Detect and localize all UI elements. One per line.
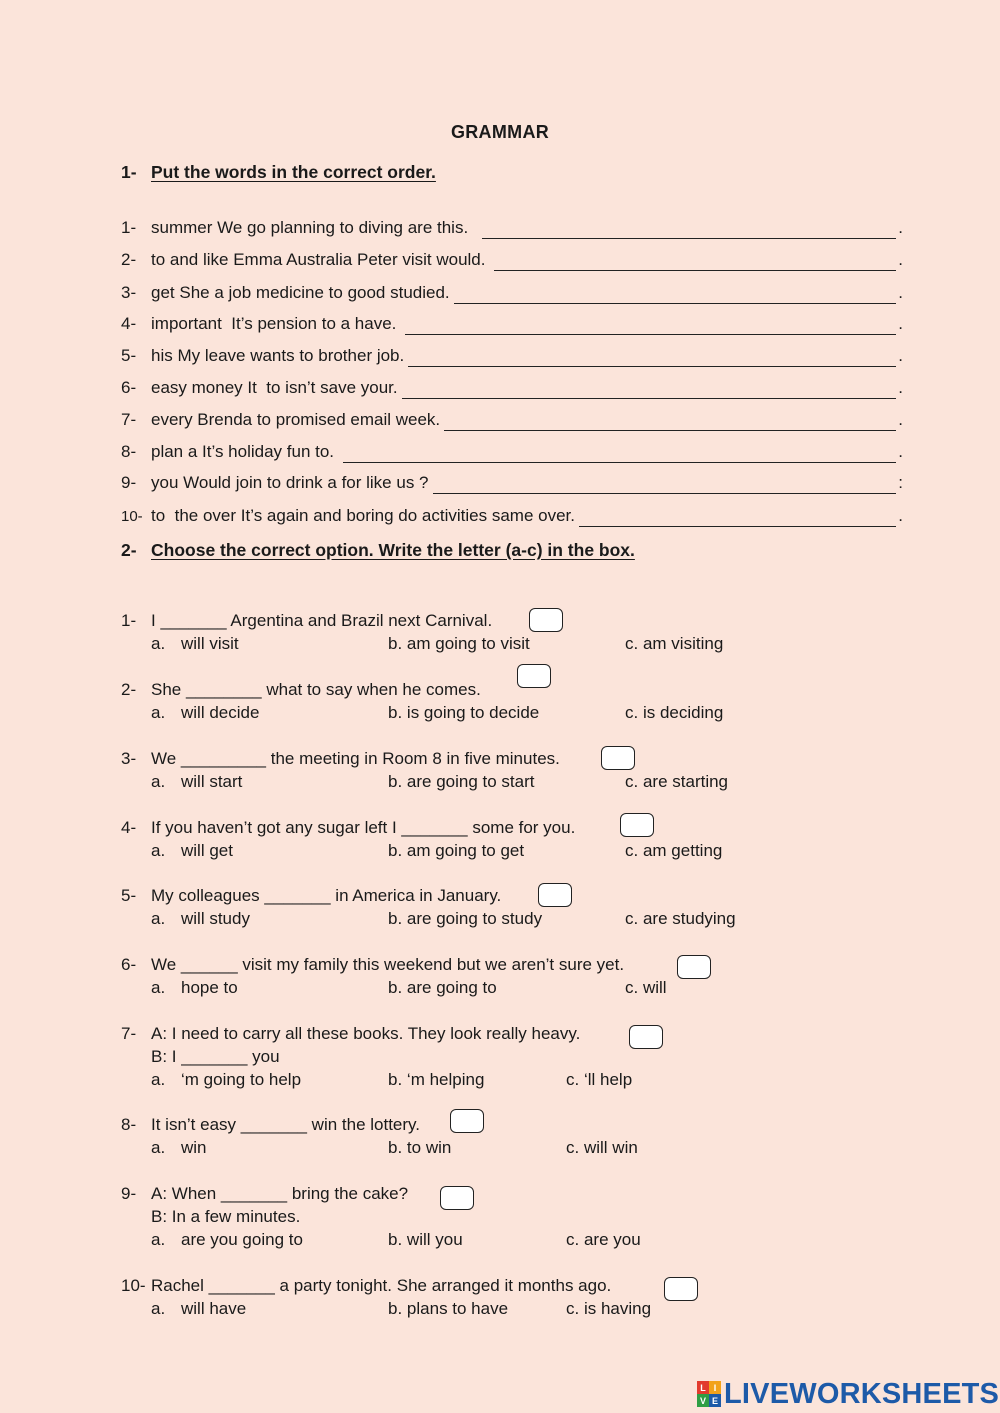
option-letter: c. bbox=[625, 909, 639, 928]
option-text: will decide bbox=[181, 703, 260, 722]
order-item bbox=[121, 346, 903, 370]
question-10 bbox=[121, 1276, 611, 1299]
option-letter: c. bbox=[566, 1299, 580, 1318]
option-letter: b. bbox=[388, 978, 403, 997]
question-text: B: I _______ you bbox=[151, 1047, 280, 1066]
option-a bbox=[151, 841, 233, 861]
option-text: are you going to bbox=[181, 1230, 303, 1249]
option-letter: c. bbox=[566, 1230, 580, 1249]
option-b bbox=[388, 634, 530, 654]
answer-line-input[interactable] bbox=[343, 444, 897, 463]
option-text: will have bbox=[181, 1299, 247, 1318]
option-letter: b. bbox=[388, 1230, 403, 1249]
sentence-end-mark: . bbox=[898, 250, 903, 269]
answer-box[interactable] bbox=[538, 883, 572, 907]
sentence-end-mark: . bbox=[898, 346, 903, 365]
question-3 bbox=[121, 749, 560, 772]
question-8 bbox=[121, 1115, 420, 1138]
option-c bbox=[625, 772, 728, 792]
option-b bbox=[388, 841, 524, 861]
question-text: She ________ what to say when he comes. bbox=[151, 680, 481, 699]
option-letter: c. bbox=[566, 1138, 580, 1157]
option-b bbox=[388, 1230, 463, 1250]
liveworksheets-logo bbox=[697, 1376, 999, 1412]
section2-heading bbox=[121, 540, 635, 561]
option-text: are going to bbox=[406, 978, 497, 997]
answer-box[interactable] bbox=[517, 664, 551, 688]
option-letter: b. bbox=[388, 703, 403, 722]
question-text: B: In a few minutes. bbox=[151, 1207, 301, 1226]
option-letter: a. bbox=[151, 634, 166, 653]
order-item bbox=[121, 378, 903, 402]
option-b bbox=[388, 772, 535, 792]
option-text: plans to have bbox=[406, 1299, 509, 1318]
option-a bbox=[151, 703, 259, 723]
option-letter: b. bbox=[388, 841, 403, 860]
question-7 bbox=[121, 1024, 580, 1070]
option-text: win bbox=[181, 1138, 207, 1157]
sentence-end-mark: . bbox=[898, 410, 903, 429]
option-letter: c. bbox=[625, 978, 639, 997]
question-text: A: I need to carry all these books. They look really heavy. bbox=[151, 1024, 581, 1043]
question-4 bbox=[121, 818, 575, 841]
order-item bbox=[121, 506, 903, 530]
option-text: ‘m helping bbox=[406, 1070, 485, 1089]
sentence-end-mark: : bbox=[898, 473, 903, 492]
option-letter: b. bbox=[388, 909, 403, 928]
section1-number: 1- bbox=[121, 162, 137, 182]
option-letter: b. bbox=[388, 1299, 403, 1318]
question-number: 5- bbox=[121, 886, 137, 905]
question-line bbox=[121, 1184, 408, 1207]
answer-line-input[interactable] bbox=[433, 475, 897, 494]
answer-box[interactable] bbox=[629, 1025, 663, 1049]
question-line bbox=[121, 1047, 580, 1070]
option-text: will you bbox=[406, 1230, 463, 1249]
sentence-end-mark: . bbox=[898, 218, 903, 237]
answer-line-input[interactable] bbox=[579, 508, 896, 527]
option-letter: a. bbox=[151, 909, 166, 928]
option-text: is having bbox=[583, 1299, 652, 1318]
question-2 bbox=[121, 680, 481, 703]
logo-wordmark: LIVEWORKSHEETS bbox=[724, 1377, 1000, 1410]
question-line bbox=[121, 1207, 408, 1230]
option-text: will start bbox=[181, 772, 243, 791]
question-text: Rachel _______ a party tonight. She arranged it months ago. bbox=[151, 1276, 612, 1295]
item-number: 2- bbox=[121, 250, 137, 269]
answer-line-input[interactable] bbox=[494, 252, 896, 271]
option-c bbox=[566, 1138, 638, 1158]
question-6 bbox=[121, 955, 624, 978]
section2-title: Choose the correct option. Write the letter (a-c) in the box. bbox=[151, 540, 635, 560]
option-letter: a. bbox=[151, 1230, 166, 1249]
option-letter: c. bbox=[625, 634, 639, 653]
option-text: are starting bbox=[642, 772, 729, 791]
question-number: 3- bbox=[121, 749, 137, 768]
option-c bbox=[625, 841, 722, 861]
option-a bbox=[151, 1070, 301, 1090]
answer-box[interactable] bbox=[450, 1109, 484, 1133]
option-text: to win bbox=[406, 1138, 452, 1157]
scrambled-sentence: plan a It’s holiday fun to. bbox=[151, 442, 339, 461]
option-letter: c. bbox=[625, 772, 639, 791]
question-text: My colleagues _______ in America in January. bbox=[151, 886, 502, 905]
option-a bbox=[151, 634, 239, 654]
sentence-end-mark: . bbox=[898, 283, 903, 302]
option-b bbox=[388, 1138, 451, 1158]
question-line bbox=[121, 680, 481, 703]
option-letter: a. bbox=[151, 772, 166, 791]
question-number: 4- bbox=[121, 818, 137, 837]
option-letter: b. bbox=[388, 772, 403, 791]
answer-box[interactable] bbox=[677, 955, 711, 979]
option-text: am getting bbox=[642, 841, 723, 860]
option-text: will visit bbox=[181, 634, 239, 653]
question-number: 10- bbox=[121, 1276, 146, 1295]
answer-box[interactable] bbox=[620, 813, 654, 837]
option-text: am going to visit bbox=[406, 634, 530, 653]
question-line bbox=[121, 611, 492, 634]
order-item bbox=[121, 314, 903, 338]
page-title: GRAMMAR bbox=[450, 122, 550, 142]
option-a bbox=[151, 1230, 303, 1250]
option-b bbox=[388, 703, 539, 723]
sentence-end-mark: . bbox=[898, 314, 903, 333]
sentence-end-mark: . bbox=[898, 442, 903, 461]
option-text: will get bbox=[181, 841, 233, 860]
option-text: hope to bbox=[181, 978, 238, 997]
order-item bbox=[121, 250, 903, 274]
question-line bbox=[121, 1115, 420, 1138]
option-c bbox=[625, 978, 667, 998]
question-line bbox=[121, 818, 575, 841]
question-text: We ______ visit my family this weekend but we aren’t sure yet. bbox=[151, 955, 625, 974]
option-a bbox=[151, 1299, 246, 1319]
option-letter: c. bbox=[625, 841, 639, 860]
option-text: are going to start bbox=[406, 772, 535, 791]
question-text: If you haven’t got any sugar left I _______ some for you. bbox=[151, 818, 576, 837]
question-5 bbox=[121, 886, 501, 909]
order-item bbox=[121, 442, 903, 466]
order-item bbox=[121, 410, 903, 434]
option-text: are studying bbox=[642, 909, 736, 928]
option-c bbox=[625, 703, 723, 723]
option-letter: a. bbox=[151, 1138, 166, 1157]
question-number: 9- bbox=[121, 1184, 137, 1203]
scrambled-sentence: important It’s pension to a have. bbox=[151, 314, 402, 333]
sentence-end-mark: . bbox=[898, 378, 903, 397]
option-text: ‘m going to help bbox=[181, 1070, 302, 1089]
section1-title: Put the words in the correct order. bbox=[151, 162, 436, 182]
option-letter: a. bbox=[151, 1070, 166, 1089]
answer-line-input[interactable] bbox=[482, 220, 897, 239]
option-letter: b. bbox=[388, 1138, 403, 1157]
sentence-end-mark: . bbox=[898, 506, 903, 525]
order-item bbox=[121, 473, 903, 497]
scrambled-sentence: easy money It to isn’t save your. bbox=[151, 378, 398, 397]
option-text: will bbox=[642, 978, 667, 997]
answer-box[interactable] bbox=[601, 746, 635, 770]
option-c bbox=[625, 909, 736, 929]
item-number: 5- bbox=[121, 346, 137, 365]
option-a bbox=[151, 1138, 207, 1158]
option-letter: b. bbox=[388, 634, 403, 653]
question-number: 2- bbox=[121, 680, 137, 699]
question-number: 8- bbox=[121, 1115, 137, 1134]
section2-number: 2- bbox=[121, 540, 137, 560]
option-c bbox=[625, 634, 723, 654]
item-number: 3- bbox=[121, 283, 137, 302]
question-1 bbox=[121, 611, 492, 634]
option-text: am going to get bbox=[406, 841, 525, 860]
answer-line-input[interactable] bbox=[408, 348, 896, 367]
item-number: 9- bbox=[121, 473, 137, 492]
option-b bbox=[388, 1070, 484, 1090]
option-letter: a. bbox=[151, 978, 166, 997]
item-number: 4- bbox=[121, 314, 137, 333]
item-number: 7- bbox=[121, 410, 137, 429]
question-text: A: When _______ bring the cake? bbox=[151, 1184, 409, 1203]
scrambled-sentence: summer We go planning to diving are this. bbox=[151, 218, 478, 237]
answer-line-input[interactable] bbox=[454, 285, 897, 304]
item-number: 10- bbox=[121, 508, 143, 525]
question-text: We _________ the meeting in Room 8 in five minutes. bbox=[151, 749, 560, 768]
option-c bbox=[566, 1230, 641, 1250]
option-text: am visiting bbox=[642, 634, 724, 653]
question-line bbox=[121, 1024, 580, 1047]
option-a bbox=[151, 909, 250, 929]
question-line bbox=[121, 1276, 611, 1299]
item-number: 1- bbox=[121, 218, 137, 237]
option-b bbox=[388, 909, 542, 929]
logo-mark-icon: L I V E bbox=[697, 1381, 721, 1407]
question-line bbox=[121, 886, 501, 909]
option-text: are going to study bbox=[406, 909, 543, 928]
option-letter: c. bbox=[625, 703, 639, 722]
option-letter: c. bbox=[566, 1070, 580, 1089]
item-number: 6- bbox=[121, 378, 137, 397]
section1-heading bbox=[121, 162, 436, 183]
question-line bbox=[121, 749, 560, 772]
option-letter: b. bbox=[388, 1070, 403, 1089]
scrambled-sentence: every Brenda to promised email week. bbox=[151, 410, 441, 429]
answer-box[interactable] bbox=[529, 608, 563, 632]
option-text: will study bbox=[181, 909, 250, 928]
option-letter: a. bbox=[151, 703, 166, 722]
scrambled-sentence: you Would join to drink a for like us ? bbox=[151, 473, 429, 492]
item-number: 8- bbox=[121, 442, 137, 461]
question-number: 6- bbox=[121, 955, 137, 974]
option-a bbox=[151, 978, 238, 998]
order-item bbox=[121, 218, 903, 242]
answer-box[interactable] bbox=[440, 1186, 474, 1210]
option-text: are you bbox=[583, 1230, 641, 1249]
option-text: is deciding bbox=[642, 703, 724, 722]
scrambled-sentence: to and like Emma Australia Peter visit would. bbox=[151, 250, 491, 269]
scrambled-sentence: to the over It’s again and boring do activities same over. bbox=[151, 506, 575, 525]
question-number: 7- bbox=[121, 1024, 137, 1043]
answer-line-input[interactable] bbox=[444, 412, 896, 431]
option-letter: a. bbox=[151, 1299, 166, 1318]
option-b bbox=[388, 1299, 508, 1319]
question-text: I _______ Argentina and Brazil next Carnival. bbox=[151, 611, 493, 630]
question-text: It isn’t easy _______ win the lottery. bbox=[151, 1115, 421, 1134]
answer-line-input[interactable] bbox=[405, 316, 896, 335]
option-c bbox=[566, 1299, 651, 1319]
option-text: will win bbox=[583, 1138, 638, 1157]
option-a bbox=[151, 772, 242, 792]
option-letter: a. bbox=[151, 841, 166, 860]
question-number: 1- bbox=[121, 611, 137, 630]
option-b bbox=[388, 978, 497, 998]
scrambled-sentence: his My leave wants to brother job. bbox=[151, 346, 405, 365]
option-c bbox=[566, 1070, 632, 1090]
option-text: ‘ll help bbox=[583, 1070, 633, 1089]
scrambled-sentence: get She a job medicine to good studied. bbox=[151, 283, 450, 302]
order-item bbox=[121, 283, 903, 307]
option-text: is going to decide bbox=[406, 703, 540, 722]
answer-line-input[interactable] bbox=[402, 380, 897, 399]
question-line bbox=[121, 955, 624, 978]
question-9 bbox=[121, 1184, 408, 1230]
answer-box[interactable] bbox=[664, 1277, 698, 1301]
